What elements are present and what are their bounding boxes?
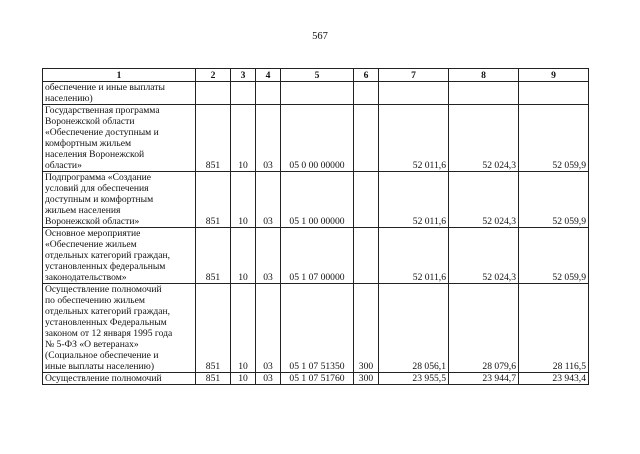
header-col-5: 5 [281, 69, 354, 82]
cell-target-article: 05 1 07 00000 [281, 228, 354, 284]
header-col-6: 6 [354, 69, 379, 82]
cell-amount-2: 52 024,3 [449, 172, 519, 228]
cell-amount-2 [449, 82, 519, 105]
row-name-line: по обеспечению жильем [45, 295, 145, 306]
row-name-line: доступным и комфортным [45, 194, 154, 205]
cell-amount-1: 23 955,5 [379, 373, 449, 385]
cell-amount-1: 52 011,6 [379, 105, 449, 172]
cell-amount-3: 52 059,9 [519, 172, 589, 228]
cell-target-article: 05 1 00 00000 [281, 172, 354, 228]
header-col-4: 4 [256, 69, 281, 82]
cell-ministry: 851 [196, 228, 231, 284]
row-name-line: отдельных категорий граждан, [45, 306, 171, 317]
row-name-line: Государственная программа [45, 105, 160, 116]
table-row [43, 82, 589, 105]
header-col-9: 9 [519, 69, 589, 82]
row-name-line: области» [45, 160, 82, 171]
cell-section: 10 [231, 284, 256, 373]
cell-expense-type: 300 [354, 284, 379, 373]
row-name-line: жильем населения [45, 205, 121, 216]
table-header-row [43, 69, 589, 82]
cell-ministry: 851 [196, 172, 231, 228]
cell-section: 10 [231, 172, 256, 228]
row-name-line: отдельных категорий граждан, [45, 250, 171, 261]
header-col-8: 8 [449, 69, 519, 82]
cell-amount-2: 52 024,3 [449, 228, 519, 284]
row-name-line: Подпрограмма «Создание [45, 172, 152, 183]
cell-expense-type: 300 [354, 373, 379, 385]
row-name-line: населению) [45, 93, 93, 104]
table-row [43, 172, 589, 228]
row-name-line: № 5-ФЗ «О ветеранах» [45, 339, 139, 350]
row-name-line: комфортным жильем [45, 138, 132, 149]
row-name-line: установленных Федеральным [45, 317, 167, 328]
header-col-3: 3 [231, 69, 256, 82]
row-name-line: Основное мероприятие [45, 228, 141, 239]
cell-ministry: 851 [196, 105, 231, 172]
row-name-line: населения Воронежской [45, 149, 145, 160]
cell-expense-type [354, 82, 379, 105]
row-name [43, 82, 196, 105]
cell-section [231, 82, 256, 105]
header-col-1: 1 [43, 69, 196, 82]
row-name-line: «Обеспечение жильем [45, 239, 137, 250]
cell-amount-1: 28 056,1 [379, 284, 449, 373]
row-name [43, 373, 196, 385]
cell-amount-1 [379, 82, 449, 105]
header-col-2: 2 [196, 69, 231, 82]
cell-target-article: 05 0 00 00000 [281, 105, 354, 172]
table-row [43, 284, 589, 373]
budget-table [42, 68, 589, 385]
row-name [43, 105, 196, 172]
row-name [43, 228, 196, 284]
header-col-7: 7 [379, 69, 449, 82]
cell-subsection [256, 82, 281, 105]
cell-ministry: 851 [196, 373, 231, 385]
cell-amount-3: 23 943,4 [519, 373, 589, 385]
cell-amount-3: 28 116,5 [519, 284, 589, 373]
table-row [43, 228, 589, 284]
cell-ministry [196, 82, 231, 105]
row-name [43, 172, 196, 228]
cell-subsection: 03 [256, 373, 281, 385]
row-name-line: Воронежской области [45, 116, 135, 127]
cell-amount-2: 28 079,6 [449, 284, 519, 373]
row-name-line: условий для обеспечения [45, 183, 149, 194]
cell-target-article: 05 1 07 51760 [281, 373, 354, 385]
row-name-line: «Обеспечение доступным и [45, 127, 159, 138]
table-row [43, 373, 589, 385]
row-name-line: установленных федеральным [45, 261, 166, 272]
cell-section: 10 [231, 105, 256, 172]
row-name-line: законодательством» [45, 272, 127, 283]
cell-section: 10 [231, 228, 256, 284]
cell-amount-1: 52 011,6 [379, 228, 449, 284]
cell-amount-3: 52 059,9 [519, 105, 589, 172]
cell-amount-2: 52 024,3 [449, 105, 519, 172]
row-name-line: обеспечение и иные выплаты [45, 82, 165, 93]
page-number: 567 [312, 31, 328, 42]
cell-section: 10 [231, 373, 256, 385]
cell-amount-2: 23 944,7 [449, 373, 519, 385]
cell-amount-3 [519, 82, 589, 105]
row-name-line: иные выплаты населению) [45, 361, 155, 372]
table-row [43, 105, 589, 172]
cell-expense-type [354, 172, 379, 228]
cell-ministry: 851 [196, 284, 231, 373]
cell-expense-type [354, 105, 379, 172]
row-name-line: Осуществление полномочий [45, 373, 162, 384]
row-name-line: Осуществление полномочий [45, 284, 162, 295]
cell-expense-type [354, 228, 379, 284]
row-name [43, 284, 196, 373]
cell-amount-3: 52 059,9 [519, 228, 589, 284]
cell-amount-1: 52 011,6 [379, 172, 449, 228]
cell-subsection: 03 [256, 228, 281, 284]
row-name-line: законом от 12 января 1995 года [45, 328, 173, 339]
row-name-line: (Социальное обеспечение и [45, 350, 159, 361]
cell-target-article: 05 1 07 51350 [281, 284, 354, 373]
cell-subsection: 03 [256, 284, 281, 373]
cell-subsection: 03 [256, 105, 281, 172]
row-name-line: Воронежской области» [45, 216, 140, 227]
cell-target-article [281, 82, 354, 105]
cell-subsection: 03 [256, 172, 281, 228]
